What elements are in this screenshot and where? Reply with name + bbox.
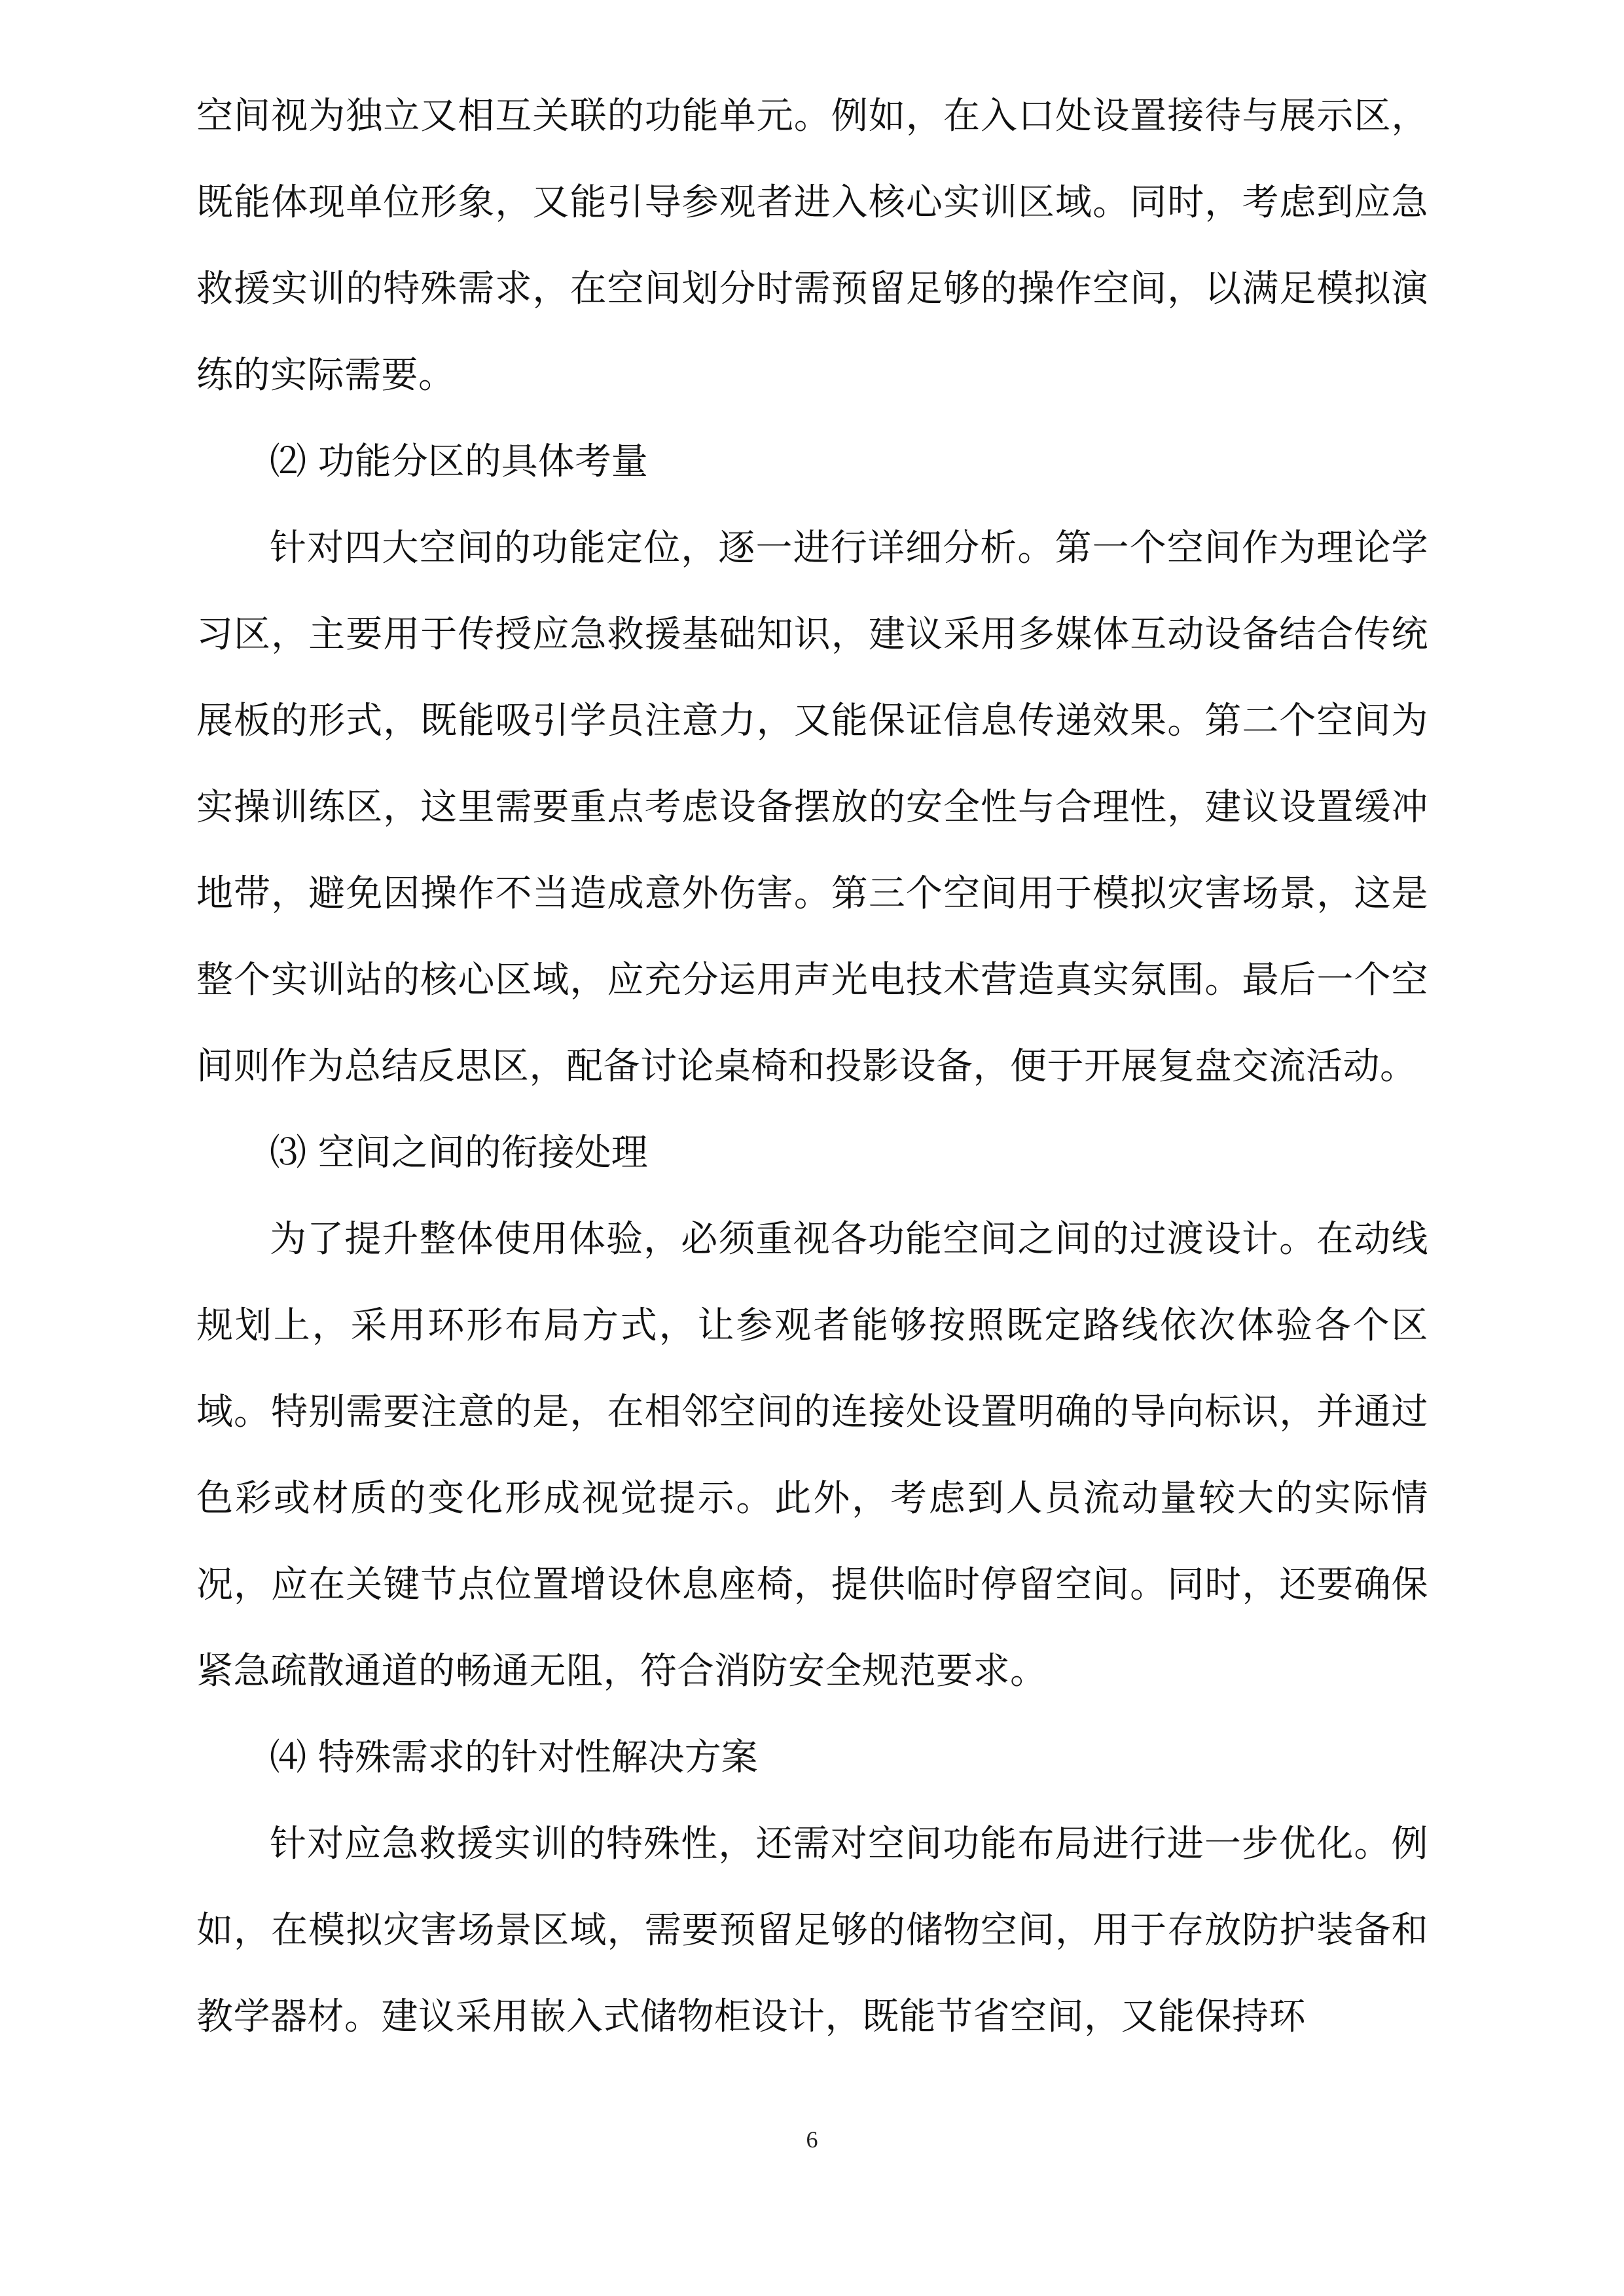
paragraph-functional-zones: 针对四大空间的功能定位，逐一进行详细分析。第一个空间作为理论学习区，主要用于传授应急救援基础知识，建议采用多媒体互动设备结合传统展板的形式，既能吸引学员注意力，又能保证信息传递效果。第二个空间为实操训练区，这里需要重点考虑设备摆放的安全性与合理性，建议设置缓冲地带，避免因操作不当造成意外伤害。第三个空间用于模拟灾害场景，这是整个实训站的核心区域，应充分运用声光电技术营造真实氛围。最后一个空间则作为总结反思区，配备讨论桌椅和投影设备，便于开展复盘交流活动。 [196, 527, 1428, 1088]
section-heading-2: ⑵ 功能分区的具体考量 [270, 440, 648, 483]
page-body [196, 73, 1428, 2060]
section-heading-4: ⑷ 特殊需求的针对性解决方案 [270, 1736, 758, 1779]
paragraph-space-transitions: 为了提升整体使用体验，必须重视各功能空间之间的过渡设计。在动线规划上，采用环形布局方式，让参观者能够按照既定路线依次体验各个区域。特别需要注意的是，在相邻空间的连接处设置明确的导向标识，并通过色彩或材质的变化形成视觉提示。此外，考虑到人员流动量较大的实际情况，应在关键节点位置增设休息座椅，提供临时停留空间。同时，还要确保紧急疏散通道的畅通无阻，符合消防安全规范要求。 [196, 1218, 1428, 1693]
page-number: 6 [806, 2126, 818, 2153]
section-heading-3: ⑶ 空间之间的衔接处理 [270, 1132, 648, 1174]
paragraph-special-needs: 针对应急救援实训的特殊性，还需对空间功能布局进行进一步优化。例如，在模拟灾害场景区域，需要预留足够的储物空间，用于存放防护装备和教学器材。建议采用嵌入式储物柜设计，既能节省空间，又能保持环 [196, 1823, 1428, 2038]
paragraph-continued: 空间视为独立又相互关联的功能单元。例如，在入口处设置接待与展示区，既能体现单位形象，又能引导参观者进入核心实训区域。同时，考虑到应急救援实训的特殊需求，在空间划分时需预留足够的操作空间，以满足模拟演练的实际需要。 [196, 95, 1428, 397]
